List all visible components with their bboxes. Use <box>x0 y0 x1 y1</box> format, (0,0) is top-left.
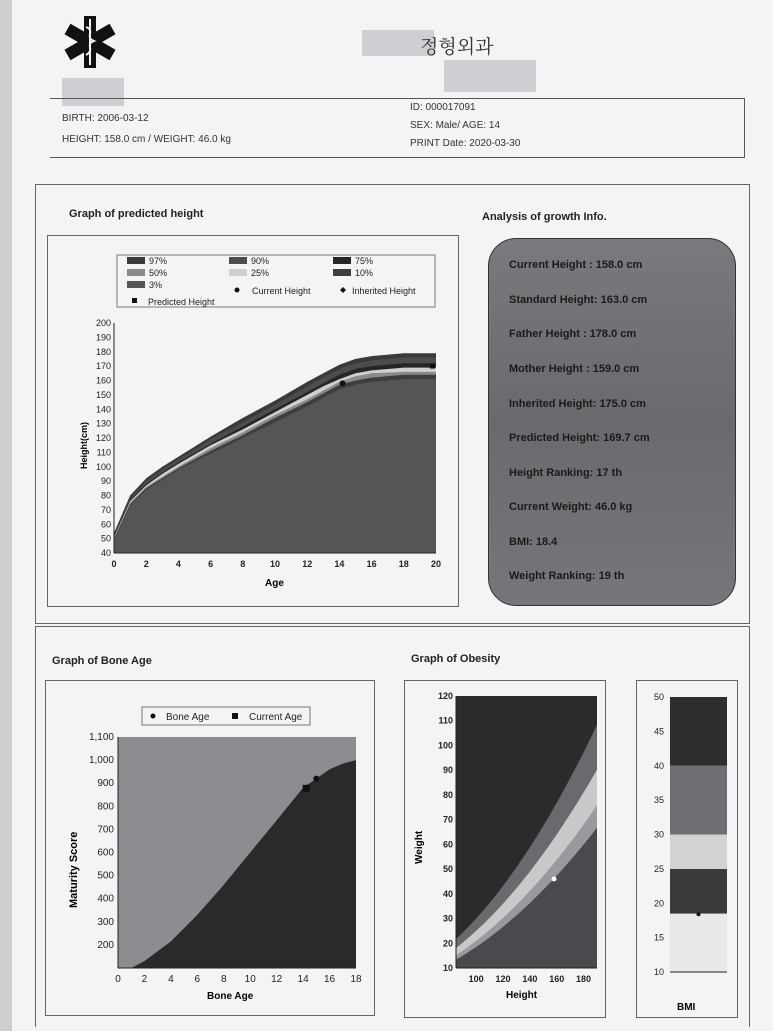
legend-label: Inherited Height <box>352 286 416 296</box>
y-tick-label: 60 <box>442 839 453 850</box>
bmi-value-marker <box>697 912 701 916</box>
x-tick-label: 180 <box>576 974 592 984</box>
y-tick-label: 45 <box>653 726 664 737</box>
growth-analysis-panel <box>488 238 736 606</box>
current-height-point <box>340 380 346 386</box>
y-tick-label: 190 <box>95 332 111 343</box>
legend-current-marker <box>235 288 240 293</box>
y-tick-label: 100 <box>95 461 111 472</box>
legend-current-age-marker <box>232 713 238 719</box>
analysis-weight-ranking: Weight Ranking: 19 th <box>509 570 625 582</box>
x-tick-label: 4 <box>175 559 181 569</box>
y-tick-label: 50 <box>442 864 453 875</box>
x-tick-label: 12 <box>271 974 283 985</box>
y-tick-label: 10 <box>653 967 664 977</box>
obesity-ylabel: Weight <box>414 830 425 864</box>
y-tick-label: 40 <box>442 888 453 899</box>
legend-swatch <box>127 281 145 288</box>
y-tick-label: 140 <box>95 404 111 415</box>
analysis-standard-height: Standard Height: 163.0 cm <box>509 294 648 306</box>
y-tick-label: 150 <box>95 389 111 400</box>
x-tick-label: 8 <box>220 974 227 985</box>
y-tick-label: 180 <box>95 346 111 357</box>
patient-info <box>50 98 745 158</box>
y-tick-label: 15 <box>653 932 664 943</box>
obesity-title: Graph of Obesity <box>411 653 501 665</box>
y-tick-label: 200 <box>95 318 111 328</box>
legend-label: 75% <box>355 256 374 266</box>
predicted-height-ylabel: Height(cm) <box>79 422 89 469</box>
legend-bone-age-marker <box>151 714 156 719</box>
y-tick-label: 120 <box>95 433 111 443</box>
y-tick-label: 30 <box>442 913 453 924</box>
bmi-scale-chart <box>636 680 738 1018</box>
x-tick-label: 18 <box>398 559 409 569</box>
legend-swatch <box>127 269 145 276</box>
y-tick-label: 35 <box>653 795 664 806</box>
bmi-band <box>670 697 727 766</box>
y-tick-label: 70 <box>442 814 453 825</box>
legend-swatch <box>333 257 351 264</box>
legend-label: Current Age <box>249 712 303 723</box>
legend-label: 10% <box>355 268 374 278</box>
legend-predicted-marker <box>132 298 137 303</box>
y-tick-label: 80 <box>100 490 111 501</box>
analysis-inherited-height: Inherited Height: 175.0 cm <box>509 398 646 410</box>
y-tick-label: 50 <box>653 692 664 702</box>
y-tick-label: 600 <box>97 847 114 859</box>
y-tick-label: 25 <box>653 863 664 874</box>
y-tick-label: 10 <box>442 963 453 973</box>
predicted-height-point <box>430 364 435 369</box>
y-tick-label: 800 <box>97 801 114 813</box>
x-tick-label: 100 <box>468 974 484 984</box>
medical-star-logo-icon <box>60 15 120 69</box>
y-tick-label: 300 <box>97 916 114 928</box>
print-date: PRINT Date: 2020-03-30 <box>410 138 521 149</box>
analysis-mother-height: Mother Height : 159.0 cm <box>509 363 640 375</box>
bmi-xlabel: BMI <box>677 1002 696 1013</box>
x-tick-label: 0 <box>115 974 121 985</box>
x-tick-label: 8 <box>240 559 246 569</box>
patient-id: ID: 000017091 <box>410 102 476 113</box>
legend-swatch <box>229 269 247 276</box>
y-tick-label: 90 <box>100 476 111 487</box>
x-tick-label: 20 <box>430 559 442 569</box>
legend-label: Bone Age <box>166 712 210 723</box>
predicted-height-title: Graph of predicted height <box>69 208 204 220</box>
x-tick-label: 14 <box>334 559 345 569</box>
y-tick-label: 130 <box>95 418 111 429</box>
legend-label: 97% <box>149 256 168 266</box>
x-tick-label: 10 <box>244 974 256 985</box>
y-tick-label: 70 <box>100 504 111 515</box>
x-tick-label: 140 <box>522 974 538 984</box>
y-tick-label: 100 <box>437 740 453 751</box>
y-tick-label: 20 <box>442 938 453 949</box>
predicted-height-xlabel: Age <box>265 578 284 589</box>
bmi-band <box>670 869 727 914</box>
y-tick-label: 110 <box>96 447 111 458</box>
bone-age-xlabel: Bone Age <box>207 991 254 1002</box>
predicted-height-chart <box>47 235 459 607</box>
x-tick-label: 10 <box>269 559 281 569</box>
x-tick-label: 6 <box>194 974 201 985</box>
x-tick-label: 2 <box>143 559 149 569</box>
x-tick-label: 120 <box>495 974 511 984</box>
y-tick-label: 40 <box>653 760 664 771</box>
analysis-current-weight: Current Weight: 46.0 kg <box>509 501 633 513</box>
y-tick-label: 900 <box>97 778 114 790</box>
y-tick-label: 700 <box>97 824 114 836</box>
current-age-point <box>303 785 310 792</box>
legend-label: Predicted Height <box>148 297 215 307</box>
analysis-predicted-height: Predicted Height: 169.7 cm <box>509 432 650 444</box>
x-tick-label: 0 <box>111 559 117 569</box>
y-tick-label: 500 <box>97 870 114 882</box>
x-tick-label: 16 <box>323 974 336 985</box>
y-tick-label: 170 <box>95 361 111 372</box>
analysis-father-height: Father Height : 178.0 cm <box>509 328 637 340</box>
obesity-xlabel: Height <box>506 990 538 1001</box>
y-tick-label: 30 <box>653 829 664 840</box>
legend-label: 50% <box>149 268 168 278</box>
x-tick-label: 16 <box>366 559 377 569</box>
height-weight: HEIGHT: 158.0 cm / WEIGHT: 46.0 kg <box>62 134 231 145</box>
analysis-current-height: Current Height : 158.0 cm <box>509 259 643 271</box>
x-tick-label: 4 <box>168 974 174 985</box>
y-tick-label: 1,100 <box>88 732 114 743</box>
bone-age-title: Graph of Bone Age <box>52 655 152 667</box>
x-tick-label: 160 <box>549 974 565 984</box>
x-tick-label: 12 <box>302 559 313 569</box>
legend-label: Current Height <box>252 286 311 296</box>
birth-date: BIRTH: 2006-03-12 <box>62 113 149 124</box>
y-tick-label: 400 <box>97 893 114 905</box>
y-tick-label: 80 <box>442 789 453 800</box>
bmi-band <box>670 835 727 869</box>
y-tick-label: 110 <box>438 715 453 726</box>
y-tick-label: 90 <box>442 765 453 776</box>
y-tick-label: 40 <box>100 548 111 558</box>
bmi-band <box>670 766 727 835</box>
bone-age-point <box>313 776 319 782</box>
bmi-band <box>670 914 727 972</box>
legend-label: 90% <box>251 256 270 266</box>
y-tick-label: 1,000 <box>88 755 114 767</box>
legend-swatch <box>333 269 351 276</box>
y-tick-label: 120 <box>437 691 453 701</box>
obesity-plot-area <box>456 696 597 968</box>
y-tick-label: 160 <box>95 375 111 386</box>
legend-swatch <box>229 257 247 264</box>
legend-label: 3% <box>149 280 163 290</box>
legend-label: 25% <box>251 268 270 278</box>
y-tick-label: 50 <box>100 533 111 544</box>
obesity-chart <box>404 680 606 1018</box>
y-tick-label: 200 <box>97 939 114 951</box>
sex-age: SEX: Male/ AGE: 14 <box>410 120 501 131</box>
bone-age-legend <box>142 707 310 725</box>
legend-swatch <box>127 257 145 264</box>
clinic-name: 정형외과 <box>420 37 494 58</box>
analysis-bmi: BMI: 18.4 <box>509 536 558 548</box>
current-weight-point <box>552 876 557 881</box>
analysis-height-ranking: Height Ranking: 17 th <box>509 467 623 479</box>
analysis-title: Analysis of growth Info. <box>482 211 607 223</box>
redacted-contact <box>444 60 536 92</box>
x-tick-label: 2 <box>141 974 148 985</box>
y-tick-label: 60 <box>100 519 111 530</box>
y-tick-label: 20 <box>653 898 664 909</box>
x-tick-label: 6 <box>208 559 214 569</box>
bone-age-chart <box>45 680 375 1016</box>
x-tick-label: 14 <box>297 974 309 985</box>
bone-age-ylabel: Maturity Score <box>68 831 80 908</box>
x-tick-label: 18 <box>350 974 362 985</box>
predicted-height-legend <box>117 255 435 307</box>
